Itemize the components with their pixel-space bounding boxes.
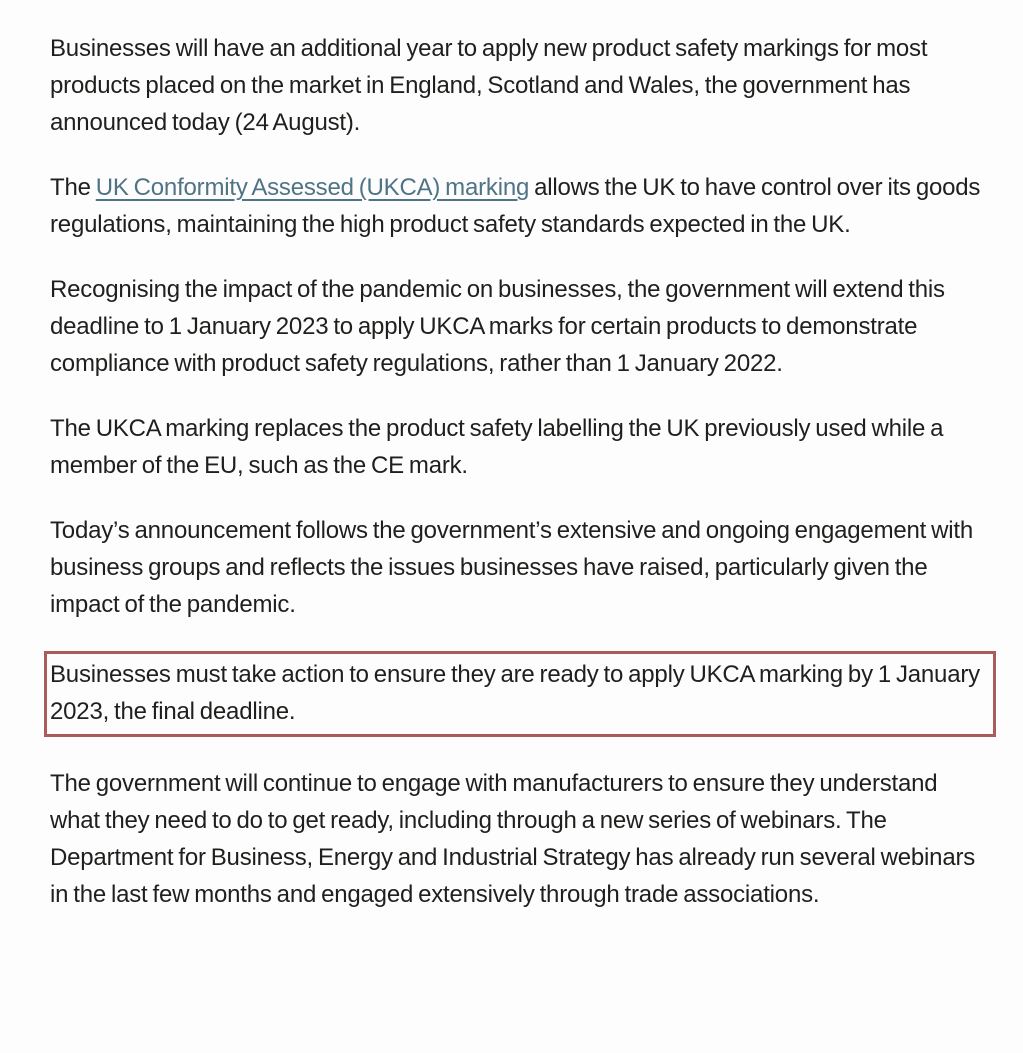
paragraph-engagement: Today’s announcement follows the government’s extensive and ongoing engagement with business groups and reflects the issues businesses have raised, particularly given the impact of the pandemic. (50, 517, 973, 618)
paragraph-deadline-extension: Recognising the impact of the pandemic on businesses, the government will extend this deadline to 1 January 2023 to apply UKCA marks for certain products to demonstrate compliance with product safety regulations, rather than 1 January 2022. (50, 276, 945, 377)
paragraph-text-after-link: allows the UK to have control over its goods regulations, maintaining the high product safety standards expected in the UK. (50, 174, 981, 238)
paragraph-ukca-link (50, 169, 990, 243)
ukca-marking-link[interactable]: UK Conformity Assessed (UKCA) marking (95, 174, 530, 201)
paragraph-webinars: The government will continue to engage with manufacturers to ensure they understand what they need to do to get ready, including through a new series of webinars. The Department for Business, Energy and Industrial Strategy has already run several webinars in the last few months and engaged extensively through trade associations. (50, 770, 976, 908)
article-body (50, 30, 990, 913)
paragraph-intro: Businesses will have an additional year to apply new product safety markings for most products placed on the market in England, Scotland and Wales, the government has announced today (24 August). (50, 35, 928, 136)
paragraph-ce-mark: The UKCA marking replaces the product safety labelling the UK previously used while a member of the EU, such as the CE mark. (50, 415, 944, 479)
paragraph-text-before-link: The (50, 174, 96, 201)
highlighted-deadline-callout: Businesses must take action to ensure they are ready to apply UKCA marking by 1 January 2023, the final deadline. (44, 651, 996, 737)
